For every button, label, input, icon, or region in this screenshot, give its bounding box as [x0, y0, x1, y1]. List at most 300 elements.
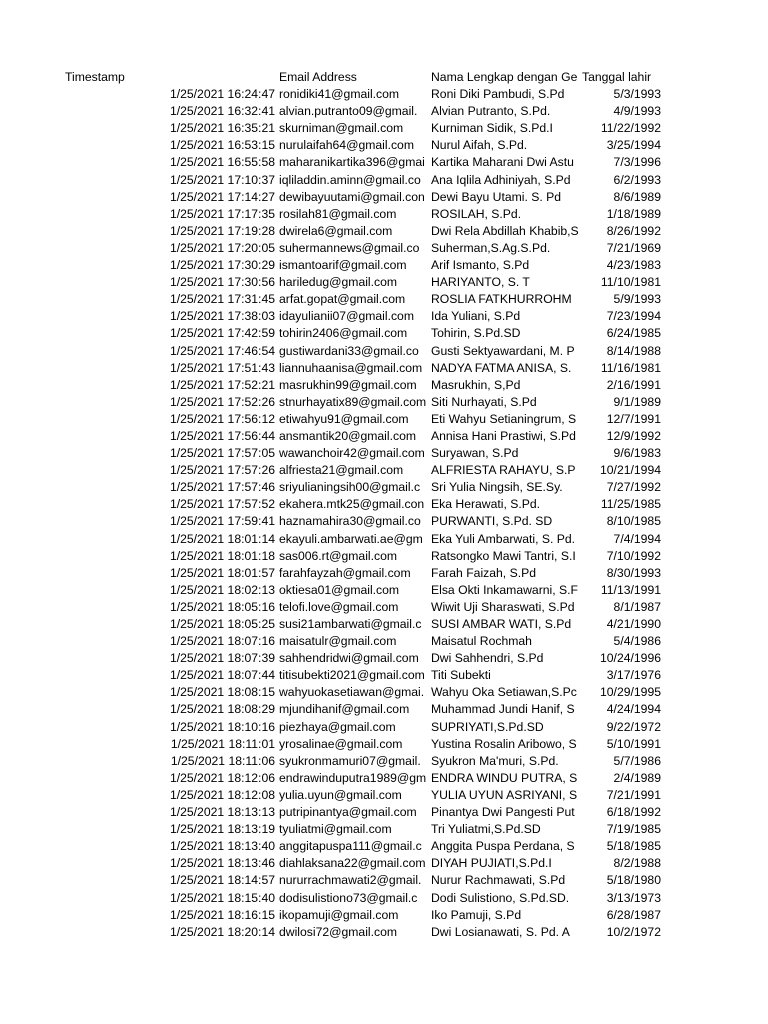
name-cell[interactable]: Masrukhin, S,Pd	[431, 377, 521, 392]
timestamp-cell[interactable]: 1/25/2021 17:51:43	[169, 360, 275, 375]
table-row	[0, 890, 768, 907]
birth-date-cell[interactable]: 8/26/1992	[606, 223, 661, 238]
name-cell[interactable]: HARIYANTO, S. T	[431, 275, 530, 290]
empty-cell[interactable]	[661, 872, 768, 889]
timestamp-cell[interactable]: 1/25/2021 17:57:05	[169, 446, 275, 461]
name-cell[interactable]: Muhammad Jundi Hanif, S	[431, 702, 575, 717]
name-cell[interactable]: Suryawan, S.Pd	[431, 446, 519, 461]
timestamp-cell[interactable]: 1/25/2021 18:05:16	[169, 599, 275, 614]
email-cell[interactable]: iqliladdin.aminn@gmail.co	[279, 172, 421, 187]
table-row	[0, 274, 768, 291]
timestamp-cell[interactable]: 1/25/2021 18:15:40	[169, 890, 275, 905]
table-row	[0, 479, 768, 496]
empty-cell[interactable]	[661, 599, 768, 616]
birth-date-cell[interactable]: 4/23/1983	[606, 258, 661, 273]
email-cell[interactable]: suhermannews@gmail.co	[279, 240, 420, 255]
table-row	[0, 308, 768, 325]
email-cell[interactable]: etiwahyu91@gmail.com	[279, 411, 409, 426]
empty-cell[interactable]	[661, 787, 768, 804]
birth-date-cell[interactable]: 10/21/1994	[600, 463, 661, 478]
table-row	[0, 582, 768, 599]
name-cell[interactable]: Annisa Hani Prastiwi, S.Pd	[431, 428, 576, 443]
birth-date-cell[interactable]: 4/24/1994	[606, 702, 661, 717]
birth-date-cell[interactable]: 6/2/1993	[613, 172, 661, 187]
name-cell[interactable]: Syukron Ma'muri, S.Pd.	[431, 753, 559, 768]
empty-cell[interactable]	[661, 496, 768, 513]
table-row	[0, 565, 768, 582]
table-row	[0, 684, 768, 701]
birth-date-cell[interactable]: 11/25/1985	[600, 497, 661, 512]
birth-date-cell[interactable]: 11/16/1981	[600, 360, 661, 375]
birth-date-cell[interactable]: 7/3/1996	[613, 155, 661, 170]
timestamp-cell[interactable]: 1/25/2021 17:38:03	[169, 309, 275, 324]
birth-date-cell[interactable]: 9/6/1983	[613, 446, 661, 461]
empty-cell[interactable]	[661, 684, 768, 701]
name-cell[interactable]: Siti Nurhayati, S.Pd	[431, 394, 537, 409]
timestamp-cell[interactable]: 1/25/2021 17:31:45	[169, 292, 275, 307]
timestamp-cell[interactable]: 1/25/2021 17:42:59	[169, 326, 275, 341]
email-cell[interactable]: ekahera.mtk25@gmail.con	[279, 497, 425, 512]
empty-cell[interactable]	[661, 907, 768, 924]
empty-cell[interactable]	[661, 462, 768, 479]
birth-date-cell[interactable]: 7/27/1992	[606, 480, 661, 495]
timestamp-cell[interactable]: 1/25/2021 18:01:18	[169, 548, 275, 563]
name-cell[interactable]: Tri Yuliatmi,S.Pd.SD	[431, 822, 541, 837]
email-cell[interactable]: endrawinduputra1989@gm	[279, 770, 427, 785]
birth-date-cell[interactable]: 7/23/1994	[606, 309, 661, 324]
name-cell[interactable]: ROSILAH, S.Pd.	[431, 206, 522, 221]
name-cell[interactable]: Arif Ismanto, S.Pd	[431, 258, 530, 273]
timestamp-cell[interactable]: 1/25/2021 16:32:41	[169, 104, 275, 119]
timestamp-cell[interactable]: 1/25/2021 17:14:27	[169, 189, 275, 204]
birth-date-cell[interactable]: 1/18/1989	[606, 206, 661, 221]
empty-cell[interactable]	[661, 890, 768, 907]
header-timestamp[interactable]: Timestamp	[65, 70, 125, 84]
timestamp-cell[interactable]: 1/25/2021 18:11:06	[170, 753, 275, 768]
empty-cell[interactable]	[661, 719, 768, 736]
table-row	[0, 462, 768, 479]
empty-cell[interactable]	[661, 531, 768, 548]
birth-date-cell[interactable]: 8/30/1993	[606, 565, 661, 580]
name-cell[interactable]: Yustina Rosalin Aribowo, S	[431, 736, 577, 751]
table-row	[0, 821, 768, 838]
timestamp-cell[interactable]: 1/25/2021 17:52:21	[169, 377, 275, 392]
timestamp-cell[interactable]: 1/25/2021 17:56:12	[169, 411, 275, 426]
header-name[interactable]: Nama Lengkap dengan Ge	[431, 70, 578, 84]
birth-date-cell[interactable]: 10/2/1972	[606, 924, 661, 939]
empty-cell[interactable]	[661, 69, 768, 86]
birth-date-cell[interactable]: 8/1/1987	[613, 599, 661, 614]
email-cell[interactable]: yulia.uyun@gmail.com	[279, 787, 402, 802]
table-row	[0, 189, 768, 206]
empty-cell[interactable]	[661, 86, 768, 103]
table-row	[0, 172, 768, 189]
timestamp-cell[interactable]: 1/25/2021 18:13:46	[169, 856, 275, 871]
table-row	[0, 701, 768, 718]
header-birth-date[interactable]: Tanggal lahir	[582, 70, 652, 84]
table-row	[0, 599, 768, 616]
table-row	[0, 291, 768, 308]
empty-cell[interactable]	[661, 120, 768, 137]
email-cell[interactable]: wahyuokasetiawan@gmai.	[279, 685, 425, 700]
email-cell[interactable]: putripinantya@gmail.com	[279, 805, 417, 820]
timestamp-cell[interactable]: 1/25/2021 18:08:15	[169, 685, 275, 700]
birth-date-cell[interactable]: 5/3/1993	[613, 87, 661, 102]
name-cell[interactable]: Dewi Bayu Utami. S. Pd	[431, 189, 562, 204]
empty-cell[interactable]	[661, 633, 768, 650]
birth-date-cell[interactable]: 9/1/1989	[613, 394, 661, 409]
birth-date-cell[interactable]: 7/19/1985	[606, 822, 661, 837]
email-cell[interactable]: susi21ambarwati@gmail.c	[279, 617, 422, 631]
timestamp-cell[interactable]: 1/25/2021 17:30:29	[169, 258, 275, 273]
empty-cell[interactable]	[661, 240, 768, 257]
birth-date-cell[interactable]: 8/10/1985	[606, 514, 661, 529]
empty-cell[interactable]	[661, 206, 768, 223]
email-cell[interactable]: mjundihanif@gmail.com	[279, 702, 410, 717]
name-cell[interactable]: ROSLIA FATKHURROHM	[431, 292, 572, 307]
empty-cell[interactable]	[661, 308, 768, 325]
header-email[interactable]: Email Address	[279, 70, 357, 84]
timestamp-cell[interactable]: 1/25/2021 18:12:06	[169, 770, 275, 785]
table-row	[0, 445, 768, 462]
empty-cell[interactable]	[661, 360, 768, 377]
table-row	[0, 154, 768, 171]
name-cell[interactable]: Dwi Rela Abdillah Khabib,S	[431, 223, 579, 238]
name-cell[interactable]: DIYAH PUJIATI,S.Pd.I	[431, 856, 552, 871]
birth-date-cell[interactable]: 12/9/1992	[606, 428, 661, 443]
table-row	[0, 257, 768, 274]
email-cell[interactable]: ismantoarif@gmail.com	[279, 258, 407, 273]
email-cell[interactable]: tyuliatmi@gmail.com	[279, 822, 392, 837]
birth-date-cell[interactable]: 7/10/1992	[606, 548, 661, 563]
timestamp-cell[interactable]: 1/25/2021 18:07:44	[169, 668, 275, 683]
name-cell[interactable]: Eka Herawati, S.Pd.	[431, 497, 541, 512]
name-cell[interactable]: YULIA UYUN ASRIYANI, S	[431, 787, 578, 802]
name-cell[interactable]: Ida Yuliani, S.Pd	[431, 309, 521, 324]
empty-cell[interactable]	[661, 394, 768, 411]
table-row	[0, 667, 768, 684]
timestamp-cell[interactable]: 1/25/2021 18:13:19	[169, 822, 275, 837]
name-cell[interactable]: Titi Subekti	[431, 668, 491, 683]
email-cell[interactable]: hariledug@gmail.com	[279, 275, 398, 290]
email-cell[interactable]: liannuhaanisa@gmail.com	[279, 360, 423, 375]
table-row	[0, 719, 768, 736]
empty-cell[interactable]	[661, 838, 768, 855]
email-cell[interactable]: sriyulianingsih00@gmail.c	[279, 480, 421, 495]
email-cell[interactable]: rosilah81@gmail.com	[279, 206, 397, 221]
timestamp-cell[interactable]: 1/25/2021 17:10:37	[169, 172, 275, 187]
birth-date-cell[interactable]: 12/7/1991	[606, 411, 661, 426]
table-row	[0, 650, 768, 667]
empty-cell[interactable]	[661, 701, 768, 718]
timestamp-cell[interactable]: 1/25/2021 18:08:29	[169, 702, 275, 717]
empty-cell[interactable]	[661, 377, 768, 394]
empty-cell[interactable]	[661, 565, 768, 582]
table-body	[0, 86, 768, 941]
table-row	[0, 394, 768, 411]
table-row	[0, 548, 768, 565]
name-cell[interactable]: Pinantya Dwi Pangesti Put	[431, 805, 575, 820]
empty-cell[interactable]	[661, 821, 768, 838]
name-cell[interactable]: Farah Faizah, S.Pd	[431, 565, 536, 580]
timestamp-cell[interactable]: 1/25/2021 18:14:57	[169, 873, 275, 888]
birth-date-cell[interactable]: 6/18/1992	[606, 805, 661, 820]
name-cell[interactable]: Eti Wahyu Setianingrum, S	[431, 411, 577, 426]
name-cell[interactable]: Eka Yuli Ambarwati, S. Pd.	[431, 531, 576, 546]
table-row	[0, 120, 768, 137]
name-cell[interactable]: Nurur Rachmawati, S.Pd	[431, 873, 566, 888]
timestamp-cell[interactable]: 1/25/2021 18:16:15	[169, 907, 275, 922]
table-row	[0, 411, 768, 428]
empty-cell[interactable]	[661, 103, 768, 120]
name-cell[interactable]: Sri Yulia Ningsih, SE.Sy.	[431, 480, 563, 495]
email-cell[interactable]: dodisulistiono73@gmail.c	[279, 890, 418, 905]
email-cell[interactable]: skurniman@gmail.com	[279, 121, 404, 136]
email-cell[interactable]: yrosalinae@gmail.com	[279, 736, 403, 751]
email-cell[interactable]: dwirela6@gmail.com	[279, 223, 393, 238]
timestamp-cell[interactable]: 1/25/2021 18:01:14	[169, 531, 275, 546]
empty-cell[interactable]	[661, 223, 768, 240]
email-cell[interactable]: anggitapuspa111@gmail.c	[279, 839, 422, 854]
email-cell[interactable]: piezhaya@gmail.com	[279, 719, 396, 734]
email-cell[interactable]: farahfayzah@gmail.com	[279, 565, 411, 580]
empty-cell[interactable]	[661, 513, 768, 530]
empty-cell[interactable]	[661, 855, 768, 872]
empty-cell[interactable]	[661, 770, 768, 787]
name-cell[interactable]: Dwi Sahhendri, S.Pd	[431, 651, 544, 666]
email-cell[interactable]: maisatulr@gmail.com	[279, 634, 397, 649]
empty-cell[interactable]	[661, 667, 768, 684]
birth-date-cell[interactable]: 2/4/1989	[613, 770, 661, 785]
timestamp-cell[interactable]: 1/25/2021 17:56:44	[169, 428, 275, 443]
table-row	[0, 633, 768, 650]
birth-date-cell[interactable]: 7/21/1991	[606, 787, 661, 802]
empty-cell[interactable]	[661, 445, 768, 462]
birth-date-cell[interactable]: 2/16/1991	[606, 377, 661, 392]
table-row	[0, 360, 768, 377]
email-cell[interactable]: idayulianii07@gmail.com	[279, 309, 414, 324]
birth-date-cell[interactable]: 8/2/1988	[613, 856, 661, 871]
empty-cell[interactable]	[661, 274, 768, 291]
email-cell[interactable]: nurulaifah64@gmail.com	[279, 138, 414, 153]
birth-date-cell[interactable]: 8/14/1988	[606, 343, 661, 358]
table-row	[0, 804, 768, 821]
table-row	[0, 616, 768, 633]
birth-date-cell[interactable]: 6/28/1987	[606, 907, 661, 922]
name-cell[interactable]: Ratsongko Mawi Tantri, S.I	[431, 548, 576, 563]
name-cell[interactable]: PURWANTI, S.Pd. SD	[431, 514, 553, 529]
timestamp-cell[interactable]: 1/25/2021 17:57:46	[169, 480, 275, 495]
table-row	[0, 103, 768, 120]
name-cell[interactable]: SUPRIYATI,S.Pd.SD	[431, 719, 544, 734]
table-row	[0, 907, 768, 924]
birth-date-cell[interactable]: 5/9/1993	[613, 292, 661, 307]
birth-date-cell[interactable]: 9/22/1972	[606, 719, 661, 734]
table-row	[0, 531, 768, 548]
birth-date-cell[interactable]: 7/21/1969	[606, 240, 661, 255]
timestamp-cell[interactable]: 1/25/2021 18:13:40	[169, 839, 275, 854]
email-cell[interactable]: arfat.gopat@gmail.com	[279, 292, 406, 307]
table-row	[0, 206, 768, 223]
timestamp-cell[interactable]: 1/25/2021 17:52:26	[169, 394, 275, 409]
timestamp-cell[interactable]: 1/25/2021 18:20:14	[169, 924, 275, 939]
timestamp-cell[interactable]: 1/25/2021 16:24:47	[169, 87, 275, 102]
timestamp-cell[interactable]: 1/25/2021 18:11:01	[170, 736, 275, 751]
name-cell[interactable]: Maisatul Rochmah	[431, 634, 532, 649]
empty-cell[interactable]	[661, 428, 768, 445]
spreadsheet-table	[0, 69, 768, 941]
birth-date-cell[interactable]: 10/29/1995	[600, 685, 661, 700]
empty-cell[interactable]	[661, 548, 768, 565]
birth-date-cell[interactable]: 8/6/1989	[613, 189, 661, 204]
email-cell[interactable]: dewibayuutami@gmail.con	[279, 189, 425, 204]
name-cell[interactable]: Nurul Aifah, S.Pd.	[431, 138, 528, 153]
email-cell[interactable]: tohirin2406@gmail.com	[279, 326, 408, 341]
timestamp-cell[interactable]: 1/25/2021 18:13:13	[169, 805, 275, 820]
email-cell[interactable]: ronidiki41@gmail.com	[279, 87, 400, 102]
timestamp-cell[interactable]: 1/25/2021 17:19:28	[169, 223, 275, 238]
header-row	[0, 69, 768, 86]
empty-cell[interactable]	[661, 616, 768, 633]
table-row	[0, 770, 768, 787]
timestamp-cell[interactable]: 1/25/2021 17:57:26	[169, 463, 275, 478]
name-cell[interactable]: Wiwit Uji Sharaswati, S.Pd	[431, 599, 575, 614]
name-cell[interactable]: Iko Pamuji, S.Pd	[431, 907, 522, 922]
email-cell[interactable]: alfriesta21@gmail.com	[279, 463, 404, 478]
email-cell[interactable]: nururrachmawati2@gmail.	[279, 873, 422, 888]
email-cell[interactable]: haznamahira30@gmail.co	[279, 514, 421, 529]
timestamp-cell[interactable]: 1/25/2021 16:35:21	[169, 121, 275, 136]
birth-date-cell[interactable]: 11/10/1981	[600, 275, 661, 290]
email-cell[interactable]: sas006.rt@gmail.com	[279, 548, 398, 563]
table-row	[0, 240, 768, 257]
name-cell[interactable]: Roni Diki Pambudi, S.Pd	[431, 87, 565, 102]
email-cell[interactable]: telofi.love@gmail.com	[279, 599, 399, 614]
email-cell[interactable]: diahlaksana22@gmail.com	[279, 856, 426, 871]
timestamp-cell[interactable]: 1/25/2021 16:53:15	[169, 138, 275, 153]
timestamp-cell[interactable]: 1/25/2021 18:07:16	[169, 634, 275, 649]
table-row	[0, 787, 768, 804]
birth-date-cell[interactable]: 6/24/1985	[606, 326, 661, 341]
email-cell[interactable]: syukronmamuri07@gmail.	[279, 753, 421, 768]
birth-date-cell[interactable]: 11/13/1991	[600, 582, 661, 597]
timestamp-cell[interactable]: 1/25/2021 18:07:39	[169, 651, 275, 666]
email-cell[interactable]: maharanikartika396@gmai	[279, 155, 425, 170]
name-cell[interactable]: Kurniman Sidik, S.Pd.I	[431, 121, 553, 136]
empty-cell[interactable]	[661, 650, 768, 667]
name-cell[interactable]: Ana Iqlila Adhiniyah, S.Pd	[431, 172, 571, 187]
name-cell[interactable]: Alvian Putranto, S.Pd.	[431, 104, 551, 119]
email-cell[interactable]: masrukhin99@gmail.com	[279, 377, 417, 392]
table-row	[0, 753, 768, 770]
email-cell[interactable]: dwilosi72@gmail.com	[279, 924, 398, 939]
empty-cell[interactable]	[661, 137, 768, 154]
timestamp-cell[interactable]: 1/25/2021 18:02:13	[169, 582, 275, 597]
email-cell[interactable]: gustiwardani33@gmail.co	[279, 343, 419, 358]
email-cell[interactable]: wawanchoir42@gmail.com	[279, 446, 425, 461]
email-cell[interactable]: alvian.putranto09@gmail.	[279, 104, 418, 119]
birth-date-cell[interactable]: 3/17/1976	[606, 668, 661, 683]
empty-cell[interactable]	[661, 411, 768, 428]
timestamp-cell[interactable]: 1/25/2021 18:10:16	[169, 719, 275, 734]
empty-cell[interactable]	[661, 343, 768, 360]
name-cell[interactable]: NADYA FATMA ANISA, S.	[431, 360, 572, 375]
empty-cell[interactable]	[661, 924, 768, 941]
birth-date-cell[interactable]: 5/18/1985	[606, 839, 661, 854]
name-cell[interactable]: SUSI AMBAR WATI, S.Pd	[431, 617, 572, 631]
table-row	[0, 86, 768, 103]
birth-date-cell[interactable]: 7/4/1994	[613, 531, 661, 546]
birth-date-cell[interactable]: 3/25/1994	[606, 138, 661, 153]
name-cell[interactable]: Gusti Sektyawardani, M. P	[431, 343, 575, 358]
name-cell[interactable]: Dwi Losianawati, S. Pd. A	[431, 924, 570, 939]
empty-cell[interactable]	[661, 736, 768, 753]
empty-cell[interactable]	[661, 804, 768, 821]
birth-date-cell[interactable]: 5/7/1986	[613, 753, 661, 768]
name-cell[interactable]: ALFRIESTA RAHAYU, S.P	[431, 463, 576, 478]
empty-cell[interactable]	[661, 172, 768, 189]
birth-date-cell[interactable]: 5/4/1986	[613, 634, 661, 649]
name-cell[interactable]: ENDRA WINDU PUTRA, S	[431, 770, 578, 785]
birth-date-cell[interactable]: 3/13/1973	[606, 890, 661, 905]
timestamp-cell[interactable]: 1/25/2021 17:57:52	[169, 497, 275, 512]
empty-cell[interactable]	[661, 154, 768, 171]
timestamp-cell[interactable]: 1/25/2021 17:46:54	[169, 343, 275, 358]
email-cell[interactable]: oktiesa01@gmail.com	[279, 582, 400, 597]
birth-date-cell[interactable]: 5/18/1980	[606, 873, 661, 888]
email-cell[interactable]: ansmantik20@gmail.com	[279, 428, 417, 443]
table-row	[0, 513, 768, 530]
timestamp-cell[interactable]: 1/25/2021 17:20:05	[169, 240, 275, 255]
timestamp-cell[interactable]: 1/25/2021 17:17:35	[169, 206, 275, 221]
birth-date-cell[interactable]: 4/9/1993	[613, 104, 661, 119]
birth-date-cell[interactable]: 10/24/1996	[600, 651, 661, 666]
timestamp-cell[interactable]: 1/25/2021 18:01:57	[169, 565, 275, 580]
birth-date-cell[interactable]: 11/22/1992	[600, 121, 661, 136]
table-row	[0, 736, 768, 753]
birth-date-cell[interactable]: 4/21/1990	[606, 617, 661, 631]
name-cell[interactable]: Tohirin, S.Pd.SD	[431, 326, 521, 341]
name-cell[interactable]: Wahyu Oka Setiawan,S.Pc	[431, 685, 577, 700]
email-cell[interactable]: ekayuli.ambarwati.ae@gm	[279, 531, 423, 546]
timestamp-cell[interactable]: 1/25/2021 17:30:56	[169, 275, 275, 290]
timestamp-cell[interactable]: 1/25/2021 16:55:58	[169, 155, 275, 170]
email-cell[interactable]: ikopamuji@gmail.com	[279, 907, 399, 922]
timestamp-cell[interactable]: 1/25/2021 17:59:41	[169, 514, 275, 529]
name-cell[interactable]: Anggita Puspa Perdana, S	[431, 839, 575, 854]
name-cell[interactable]: Dodi Sulistiono, S.Pd.SD.	[431, 890, 570, 905]
empty-cell[interactable]	[661, 582, 768, 599]
empty-cell[interactable]	[661, 325, 768, 342]
name-cell[interactable]: Suherman,S.Ag.S.Pd.	[431, 240, 551, 255]
birth-date-cell[interactable]: 5/10/1991	[606, 736, 661, 751]
table-row	[0, 377, 768, 394]
empty-cell[interactable]	[661, 753, 768, 770]
empty-cell[interactable]	[661, 189, 768, 206]
name-cell[interactable]: Elsa Okti Inkamawarni, S.F	[431, 582, 578, 597]
timestamp-cell[interactable]: 1/25/2021 18:05:25	[169, 617, 275, 631]
empty-cell[interactable]	[661, 291, 768, 308]
empty-cell[interactable]	[661, 257, 768, 274]
email-cell[interactable]: stnurhayatix89@gmail.com	[279, 394, 427, 409]
table-row	[0, 343, 768, 360]
email-cell[interactable]: titisubekti2021@gmail.com	[279, 668, 425, 683]
timestamp-cell[interactable]: 1/25/2021 18:12:08	[169, 787, 275, 802]
email-cell[interactable]: sahhendridwi@gmail.com	[279, 651, 419, 666]
name-cell[interactable]: Kartika Maharani Dwi Astu	[431, 155, 574, 170]
empty-cell[interactable]	[661, 479, 768, 496]
table-row	[0, 325, 768, 342]
